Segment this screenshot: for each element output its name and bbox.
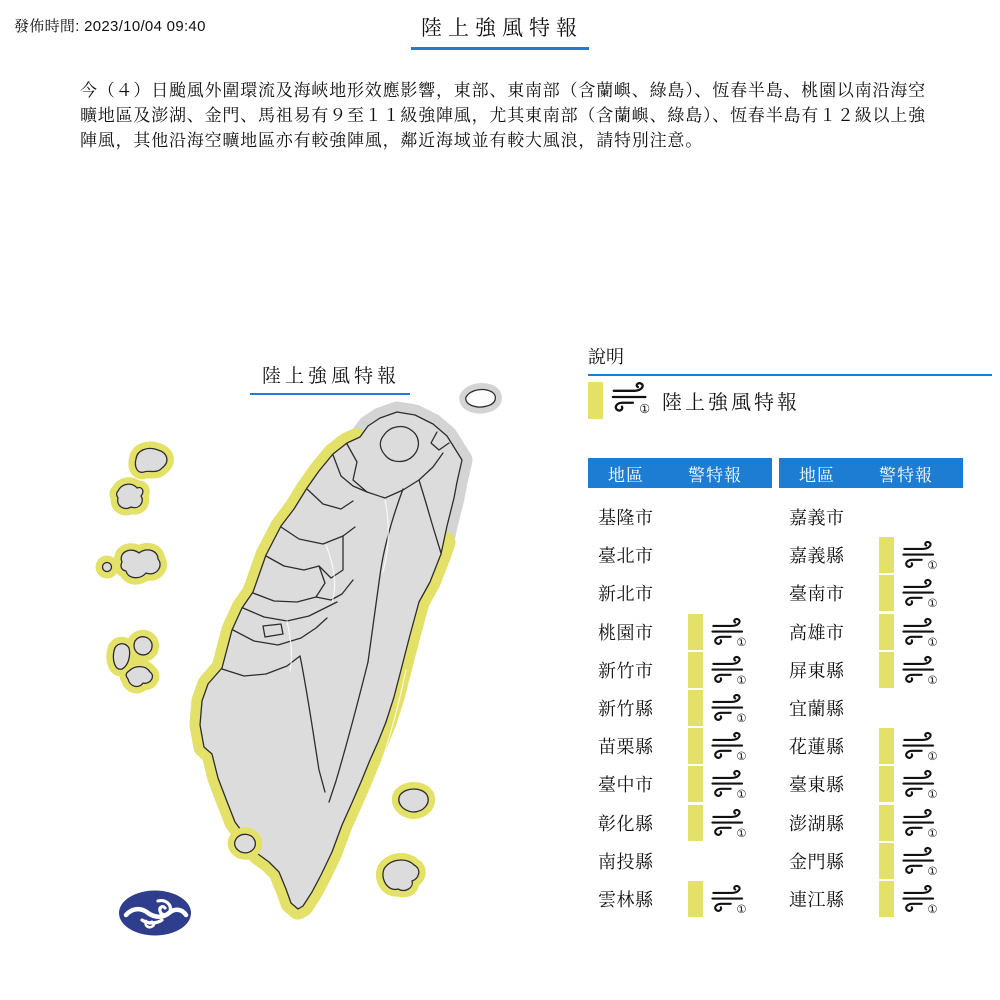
advisory-swatch: [688, 881, 703, 917]
table-row: [779, 498, 963, 536]
region-name: 新北市: [598, 584, 654, 605]
wind-icon: [900, 655, 940, 685]
advisory-swatch: [879, 537, 894, 573]
column-header-region: 地區: [608, 465, 644, 485]
wind-icon: [709, 808, 749, 838]
svg-text:①: ①: [927, 826, 938, 838]
table-header: [779, 458, 963, 488]
table-body: [779, 488, 963, 918]
island-kinmen: [103, 550, 161, 578]
region-name: 金門縣: [789, 851, 845, 872]
wind-icon: [709, 769, 749, 799]
region-table-left: [588, 458, 772, 918]
region-name: 臺南市: [789, 584, 845, 605]
table-row: [588, 498, 772, 536]
svg-text:①: ①: [927, 673, 938, 685]
island-green-island: [399, 789, 428, 812]
advisory-swatch: [879, 614, 894, 650]
svg-text:①: ①: [736, 711, 747, 724]
region-name: 新竹縣: [598, 699, 654, 720]
advisory-swatch: [688, 614, 703, 650]
table-row: [588, 613, 772, 651]
table-row: [779, 613, 963, 651]
table-row: [588, 842, 772, 880]
svg-text:①: ①: [927, 902, 938, 914]
svg-text:①: ①: [736, 750, 747, 762]
advisory-swatch: [588, 382, 603, 419]
region-name: 宜蘭縣: [789, 699, 845, 720]
svg-text:①: ①: [927, 788, 938, 800]
island-penghu: [113, 637, 152, 687]
island-liuqiu: [235, 834, 256, 852]
region-name: 苗栗縣: [598, 737, 654, 758]
advisory-swatch: [688, 805, 703, 841]
wind-icon: [900, 884, 940, 914]
advisory-swatch: [688, 766, 703, 802]
warning-cell: [688, 881, 749, 917]
cwb-logo: [118, 888, 194, 938]
advisory-swatch: [879, 575, 894, 611]
advisory-swatch: [688, 690, 703, 726]
svg-text:①: ①: [736, 673, 747, 685]
advisory-swatch: [879, 881, 894, 917]
region-name: 嘉義縣: [789, 546, 845, 567]
warning-cell: [688, 614, 749, 650]
advisory-swatch: [879, 728, 894, 764]
warning-cell: [879, 843, 940, 879]
legend-wind-icon-slot: [603, 381, 653, 419]
table-body: [588, 488, 772, 918]
region-name: 臺中市: [598, 775, 654, 796]
wind-icon: [900, 769, 940, 799]
warning-cell: [879, 575, 940, 611]
column-header-warning: 警特報: [688, 465, 742, 485]
region-table-right: [779, 458, 963, 918]
page-title: 陸上強風特報: [411, 12, 589, 50]
region-name: 連江縣: [789, 889, 845, 910]
table-row: [779, 536, 963, 574]
region-name: 桃園市: [598, 622, 654, 643]
table-row: [588, 804, 772, 842]
warning-cell: [879, 766, 940, 802]
warning-cell: [879, 805, 940, 841]
advisory-swatch: [879, 766, 894, 802]
legend-heading: 說明: [588, 343, 992, 376]
region-name: 雲林縣: [598, 889, 654, 910]
table-row: [588, 536, 772, 574]
advisory-swatch: [688, 728, 703, 764]
wind-icon: [900, 578, 940, 608]
region-name: 新竹市: [598, 660, 654, 681]
table-row: [779, 880, 963, 918]
wind-icon: [709, 693, 749, 723]
wind-icon: [900, 731, 940, 761]
column-header-region: 地區: [799, 465, 835, 485]
island-matsu: [117, 448, 167, 508]
wind-icon: [609, 381, 653, 414]
region-name: 高雄市: [789, 622, 845, 643]
taiwan-map: [85, 340, 530, 952]
table-row: [779, 651, 963, 689]
map-title: 陸上強風特報: [250, 361, 410, 395]
publish-time: 發佈時間: 2023/10/04 09:40: [14, 18, 206, 35]
column-header-warning: 警特報: [879, 465, 933, 485]
table-row: [588, 765, 772, 803]
wind-icon: [900, 846, 940, 876]
table-row: [588, 651, 772, 689]
svg-text:①: ①: [736, 902, 747, 914]
legend-item-label: 陸上強風特報: [662, 391, 800, 414]
table-row: [588, 880, 772, 918]
advisory-swatch: [688, 652, 703, 688]
wind-icon: [900, 617, 940, 647]
legend: [588, 343, 992, 419]
table-row: [779, 804, 963, 842]
wind-icon: [709, 731, 749, 761]
table-row: [779, 765, 963, 803]
region-name: 彰化縣: [598, 813, 654, 834]
table-row: [588, 727, 772, 765]
advisory-swatch: [879, 843, 894, 879]
svg-text:①: ①: [927, 864, 938, 876]
table-row: [588, 689, 772, 727]
region-name: 花蓮縣: [789, 737, 845, 758]
region-name: 澎湖縣: [789, 813, 845, 834]
svg-text:①: ①: [736, 826, 747, 838]
table-row: [779, 574, 963, 612]
region-name: 臺北市: [598, 546, 654, 567]
wind-icon: [900, 808, 940, 838]
wind-icon: [709, 655, 749, 685]
warning-cell: [688, 766, 749, 802]
table-row: [779, 689, 963, 727]
advisory-swatch: [879, 805, 894, 841]
table-row: [588, 574, 772, 612]
svg-text:①: ①: [736, 788, 747, 800]
wind-icon: [900, 540, 940, 570]
island-northeast: [466, 390, 496, 407]
table-header: [588, 458, 772, 488]
wind-icon: [709, 617, 749, 647]
island-orchid-island: [383, 860, 419, 890]
svg-text:①: ①: [639, 400, 651, 414]
warning-cell: [879, 728, 940, 764]
legend-item: [588, 381, 992, 419]
table-row: [779, 727, 963, 765]
warning-cell: [688, 805, 749, 841]
wind-icon: [709, 884, 749, 914]
svg-text:①: ①: [927, 635, 938, 647]
svg-text:①: ①: [927, 597, 938, 609]
region-name: 臺東縣: [789, 775, 845, 796]
svg-text:①: ①: [927, 559, 938, 571]
region-name: 基隆市: [598, 508, 654, 529]
advisory-summary: 今（４）日颱風外圍環流及海峽地形效應影響，東部、東南部（含蘭嶼、綠島）、恆春半島、桃園以南沿海空曠地區及澎湖、金門、馬祖易有９至１１級強陣風，尤其東南部（含蘭嶼、綠島）、恆春半島有１２級以上強陣風，其他沿海空曠地區亦有較強陣風，鄰近海域並有較大風浪，請特別注意。: [80, 81, 926, 150]
warning-cell: [879, 652, 940, 688]
warning-cell: [688, 728, 749, 764]
svg-text:①: ①: [736, 635, 747, 647]
page-title-wrap: [0, 12, 1000, 50]
warning-cell: [688, 690, 749, 726]
warning-cell: [879, 881, 940, 917]
region-name: 屏東縣: [789, 660, 845, 681]
region-name: 嘉義市: [789, 508, 845, 529]
region-name: 南投縣: [598, 851, 654, 872]
table-row: [779, 842, 963, 880]
warning-cell: [879, 614, 940, 650]
warning-cell: [879, 537, 940, 573]
advisory-swatch: [879, 652, 894, 688]
svg-text:①: ①: [927, 750, 938, 762]
warning-cell: [688, 652, 749, 688]
